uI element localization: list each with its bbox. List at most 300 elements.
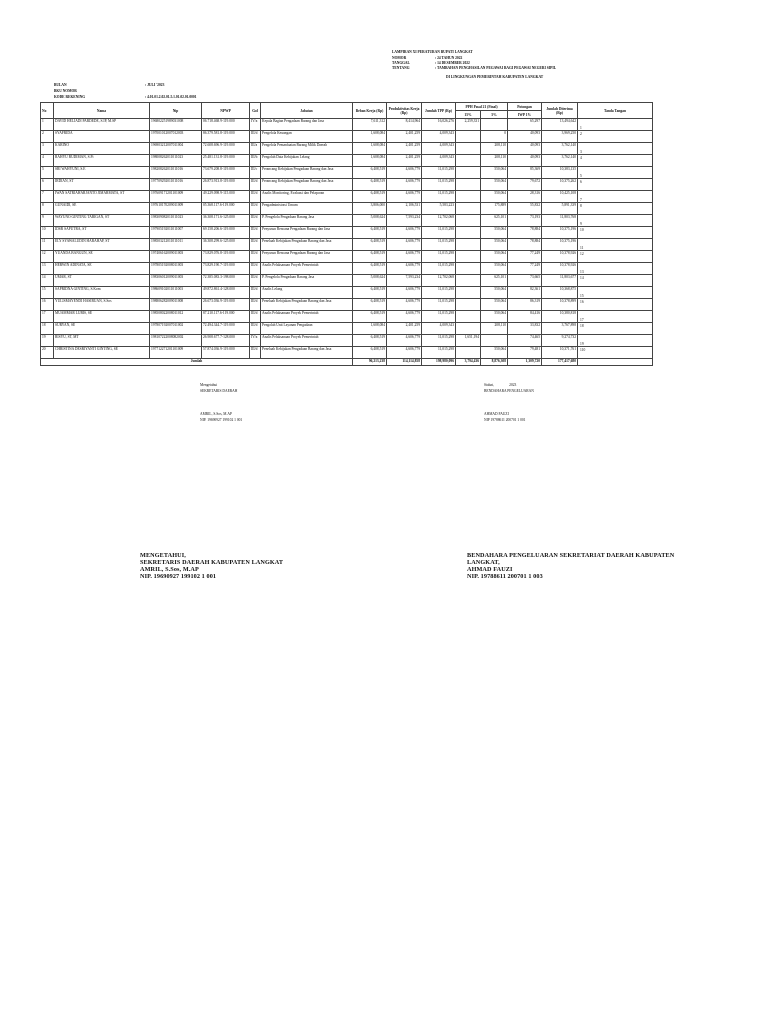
row-jumlah-tpp: 4,009,343 [422, 155, 456, 167]
table-row [41, 191, 653, 203]
row-potongan: 40,093 [508, 131, 542, 143]
signature-number: 3 [580, 150, 582, 154]
row-tanda-tangan [578, 323, 653, 335]
signature-number: 2 [580, 132, 582, 136]
total-beban: 96,213,238 [353, 359, 387, 366]
row-no: 6 [41, 179, 54, 191]
row-npwp: 69.158.206.6-119.000 [202, 227, 250, 239]
row-jabatan: Analis Monitoring, Evaluasi dan Pelaporan [261, 191, 353, 203]
row-jabatan: Penelaah Kebijakan Pengadaan Barang dan Jasa [261, 347, 353, 359]
row-potongan: 65,297 [508, 119, 542, 131]
row-jumlah-tpp: 11,015,298 [422, 227, 456, 239]
row-beban: 6,408,519 [353, 167, 387, 179]
row-produktivitas: 2,106,531 [387, 203, 422, 215]
row-beban: 1,608,084 [353, 155, 387, 167]
row-nip: 197905192011011007 [150, 227, 202, 239]
row-no: 7 [41, 191, 54, 203]
row-pph-15 [456, 131, 481, 143]
row-gol: III/d [250, 131, 261, 143]
row-jabatan: Kepala Bagian Pengadaan Barang dan Jasa [261, 119, 353, 131]
signature-number: 11 [580, 246, 584, 250]
row-nip: 198806282009011008 [150, 299, 202, 311]
sign-big-left-l2: SEKRETARIS DAERAH KABUPATEN LANGKAT [140, 559, 284, 566]
row-beban: 6,408,519 [353, 335, 387, 347]
row-potongan: 73,193 [508, 215, 542, 227]
sign-right-nip: NIP 19788611 200701 1 001 [484, 418, 526, 422]
row-jabatan: Perancang Kebijakan Pengadaan Barang dan Jasa [261, 179, 353, 191]
row-gol: III/d [250, 275, 261, 287]
col-jabatan: Jabatan [261, 103, 353, 119]
signature-number: 5 [580, 174, 582, 178]
row-potongan: 85,369 [508, 167, 542, 179]
row-pph-15 [456, 215, 481, 227]
row-pph-15 [456, 203, 481, 215]
row-potongan: 74,465 [508, 335, 542, 347]
row-produktivitas: 4,606,779 [387, 263, 422, 275]
row-potongan: 40,093 [508, 155, 542, 167]
row-no: 8 [41, 203, 54, 215]
nomor-value: : 24 TAHUN 2022 [435, 56, 463, 60]
row-npwp: 36.308.171.6-125.000 [202, 215, 250, 227]
col-tanda-tangan: Tanda Tangan [578, 103, 653, 119]
row-npwp: 49.872.861.4-128.000 [202, 287, 250, 299]
row-diterima: 10,380,818 [542, 311, 578, 323]
row-gol: III/d [250, 311, 261, 323]
row-nama: UMAR, ST [54, 275, 150, 287]
signature-number: 14 [580, 276, 584, 280]
row-jabatan: Penelaah Kebijakan Pengadaan Barang dan Jasa [261, 299, 353, 311]
row-potongan: 84,416 [508, 311, 542, 323]
row-gol: IV/a [250, 119, 261, 131]
row-pph-5: 0 [481, 131, 508, 143]
total-produktivitas: 114,114,858 [387, 359, 422, 366]
row-jumlah-tpp: 11,015,298 [422, 299, 456, 311]
row-jabatan: Penyusun Rencana Pengadaan Barang dan Jasa [261, 227, 353, 239]
row-tanda-tangan [578, 263, 653, 275]
table-row [41, 179, 653, 191]
sign-big-right-l2: LANGKAT, [467, 559, 500, 566]
row-produktivitas: 4,606,779 [387, 251, 422, 263]
row-jumlah-tpp: 5,583,223 [422, 203, 456, 215]
row-tanda-tangan [578, 311, 653, 323]
row-beban: 6,408,519 [353, 227, 387, 239]
row-diterima: 3,762,140 [542, 155, 578, 167]
row-jabatan: Pengelola Pemanfaatan Barang Milik Daerah [261, 143, 353, 155]
row-npwp: 87.210.117.6-119.000 [202, 311, 250, 323]
table-row [41, 155, 653, 167]
col-nip: Nip [150, 103, 202, 119]
row-nama: SAPRIDNA GINTING, S.Kom [54, 287, 150, 299]
row-beban: 1,608,084 [353, 131, 387, 143]
row-produktivitas: 4,606,779 [387, 191, 422, 203]
row-no: 17 [41, 311, 54, 323]
table-row [41, 263, 653, 275]
row-nip: 196802251989031008 [150, 119, 202, 131]
col-pph-15: 15% [456, 111, 481, 119]
row-jumlah-tpp: 12,702,068 [422, 215, 456, 227]
table-row [41, 335, 653, 347]
row-tanda-tangan [578, 191, 653, 203]
col-pph: PPH Pasal 21 (Final) [456, 103, 508, 111]
row-no: 10 [41, 227, 54, 239]
total-diterima: 177,417,680 [542, 359, 578, 366]
row-jumlah-tpp: 11,015,298 [422, 191, 456, 203]
row-pph-15 [456, 143, 481, 155]
row-potongan: 78,884 [508, 239, 542, 251]
row-nip: 198609102011011003 [150, 287, 202, 299]
row-npwp: 57.874.036.9-119.000 [202, 347, 250, 359]
table-row [41, 275, 653, 287]
row-pph-15 [456, 155, 481, 167]
row-nip: 197406162009011003 [150, 251, 202, 263]
row-jabatan: P. Pengelola Pengadaan Barang Jasa [261, 275, 353, 287]
row-pph-15 [456, 287, 481, 299]
row-pph-5: 550,064 [481, 251, 508, 263]
row-potongan: 79,672 [508, 179, 542, 191]
row-nama: DAVID HELIADI PARDEDE, S.IP, M.SP [54, 119, 150, 131]
col-no: No [41, 103, 54, 119]
row-produktivitas: 4,606,779 [387, 347, 422, 359]
signature-number: 13 [580, 270, 584, 274]
row-beban: 6,408,519 [353, 299, 387, 311]
row-diterima: 10,378,926 [542, 251, 578, 263]
row-nip: 198503212011011011 [150, 239, 202, 251]
row-diterima: 10,368,875 [542, 287, 578, 299]
row-jabatan: P. Pengelola Pengadaan Barang Jasa [261, 215, 353, 227]
row-jumlah-tpp: 11,015,298 [422, 311, 456, 323]
sign-big-left-l4: NIP. 19690927 199102 1 001 [140, 573, 217, 580]
row-jumlah-tpp: 11,015,298 [422, 263, 456, 275]
total-label: Jumlah [41, 359, 353, 366]
row-pph-5 [481, 335, 508, 347]
row-npwp: 26.673.036.9-119.000 [202, 299, 250, 311]
row-potongan: 55,832 [508, 203, 542, 215]
row-gol: III/d [250, 203, 261, 215]
row-jumlah-tpp: 11,015,298 [422, 179, 456, 191]
row-gol: III/d [250, 191, 261, 203]
col-pph-5: 5% [481, 111, 508, 119]
row-diterima: 10,375,262 [542, 179, 578, 191]
kode-value: : 4.01.01.2.02.01.5.1.01.02.01.0001 [145, 95, 197, 99]
row-npwp: 26.873.913.8-119.000 [202, 179, 250, 191]
row-produktivitas: 2,401,259 [387, 131, 422, 143]
row-beban: 1,608,084 [353, 323, 387, 335]
row-npwp: 73.829.190.7-119.000 [202, 263, 250, 275]
table-row [41, 311, 653, 323]
row-nama: RISYU, ST, MT [54, 335, 150, 347]
sign-left-nip: NIP. 19690927 199102 1 001 [200, 418, 243, 422]
row-nama: IRDIAN, ST [54, 179, 150, 191]
row-pph-15 [456, 251, 481, 263]
row-nip: 198208262011011016 [150, 167, 202, 179]
row-pph-15 [456, 347, 481, 359]
row-jabatan: Pengadministrasi Umum [261, 203, 353, 215]
table-row [41, 167, 653, 179]
row-potongan: 40,093 [508, 143, 542, 155]
row-jabatan: Pengolah Unit Layanan Pengadaan [261, 323, 353, 335]
row-beban: 5,008,624 [353, 275, 387, 287]
row-nama: MUAMMAR LUBIS, SE [54, 311, 150, 323]
row-nama: HERWIN ADINATA, SE [54, 263, 150, 275]
total-row [41, 359, 653, 366]
row-npwp: 25.481.131.8-119.000 [202, 155, 250, 167]
sign-big-left-l1: MENGETAHUI, [140, 552, 186, 559]
row-gol: III/d [250, 347, 261, 359]
row-no: 15 [41, 287, 54, 299]
row-jabatan: Pengelola Keuangan [261, 131, 353, 143]
row-gol: III/a [250, 143, 261, 155]
row-nip: 197712271201101009 [150, 347, 202, 359]
row-gol: III/d [250, 263, 261, 275]
row-nama: GUNAIDI, SE [54, 203, 150, 215]
row-nama: ELY SYAWALUDIN HARAHAP, ST [54, 239, 150, 251]
row-no: 11 [41, 239, 54, 251]
row-gol: III/d [250, 215, 261, 227]
row-pph-5: 550,064 [481, 311, 508, 323]
row-diterima: 10,375,196 [542, 239, 578, 251]
lampiran-title: LAMPIRAN XI PERATURAN BUPATI LANGKAT [392, 50, 473, 54]
signature-number: 110 [580, 348, 586, 352]
signature-number: 17 [580, 318, 584, 322]
row-tanda-tangan [578, 119, 653, 131]
signature-number: 9 [580, 222, 582, 226]
row-jabatan: Analis Pelaksanaan Proyek Pemerintah [261, 263, 353, 275]
row-potongan: 79,481 [508, 347, 542, 359]
col-nama: Nama [54, 103, 150, 119]
row-nama: SRI WAHYUNI, S.E [54, 167, 150, 179]
table-row [41, 119, 653, 131]
total-potongan: 1,309,720 [508, 359, 542, 366]
row-potongan: 77,249 [508, 251, 542, 263]
row-nama: SYAFRIDA [54, 131, 150, 143]
row-potongan: 82,361 [508, 287, 542, 299]
total-empty [578, 359, 653, 366]
row-jumlah-tpp: 12,702,068 [422, 275, 456, 287]
sign-right-small [484, 383, 534, 422]
row-nip: 197610170209011009 [150, 203, 202, 215]
row-no: 1 [41, 119, 54, 131]
table-row [41, 239, 653, 251]
row-jumlah-tpp: 11,015,298 [422, 167, 456, 179]
row-pph-5: 550,064 [481, 239, 508, 251]
row-pph-5: 550,064 [481, 347, 508, 359]
row-nama: IDSR SAPUTRA, ST [54, 227, 150, 239]
row-nip: 197807192007011002 [150, 323, 202, 335]
row-jumlah-tpp: 11,015,298 [422, 239, 456, 251]
sign-big-right-l1: BENDAHARA PENGELUARAN SEKRETARIAT DAERAH KABUPATEN [467, 552, 675, 559]
sign-left-big [140, 552, 283, 580]
row-diterima: 3,969,250 [542, 131, 578, 143]
tanggal-value: : 14 DESEMBER 2022 [435, 61, 470, 65]
row-produktivitas: 8,414,964 [387, 119, 422, 131]
row-tanda-tangan [578, 155, 653, 167]
row-produktivitas: 2,401,259 [387, 155, 422, 167]
row-produktivitas: 7,593,234 [387, 275, 422, 287]
row-pph-5: 208,110 [481, 143, 508, 155]
row-tanda-tangan [578, 227, 653, 239]
row-jumlah-tpp: 11,015,298 [422, 347, 456, 359]
row-produktivitas: 4,606,779 [387, 239, 422, 251]
row-pph-15: 2,259,331 [456, 119, 481, 131]
col-diterima: Jumlah Diterima (Rp) [542, 103, 578, 119]
row-pph-5: 550,064 [481, 227, 508, 239]
row-produktivitas: 7,593,234 [387, 215, 422, 227]
row-jabatan: Analis Pelaksanaan Proyek Pemerintah [261, 311, 353, 323]
row-diterima: 9,274,732 [542, 335, 578, 347]
row-produktivitas: 2,401,259 [387, 143, 422, 155]
row-pph-15 [456, 191, 481, 203]
row-beban: 3,806,000 [353, 203, 387, 215]
row-pph-5: 550,064 [481, 299, 508, 311]
row-nip: 197609171201101009 [150, 191, 202, 203]
row-potongan: 86,319 [508, 299, 542, 311]
signature-number: 19 [580, 342, 584, 346]
row-no: 16 [41, 299, 54, 311]
table-row [41, 251, 653, 263]
row-produktivitas: 4,606,779 [387, 179, 422, 191]
row-beban: 6,408,519 [353, 251, 387, 263]
row-tanda-tangan [578, 239, 653, 251]
table-row [41, 143, 653, 155]
row-no: 12 [41, 251, 54, 263]
row-produktivitas: 4,606,779 [387, 167, 422, 179]
row-npwp: 86.379.581.8-119.000 [202, 131, 250, 143]
table-row [41, 347, 653, 359]
signature-number: 8 [580, 204, 582, 208]
row-gol: III/d [250, 239, 261, 251]
row-diterima: 10,371,761 [542, 347, 578, 359]
row-diterima: 11,803,677 [542, 275, 578, 287]
table-row [41, 131, 653, 143]
row-npwp: 26.908.677.7-128.000 [202, 335, 250, 347]
row-jumlah-tpp: 4,009,343 [422, 131, 456, 143]
row-nama: YULISMAYENDI HASIBUAN, S.Sos [54, 299, 150, 311]
row-diterima: 10,383,135 [542, 167, 578, 179]
row-gol: III/d [250, 251, 261, 263]
row-tanda-tangan [578, 251, 653, 263]
row-beban: 6,408,519 [353, 347, 387, 359]
row-pph-15: 1,651,194 [456, 335, 481, 347]
row-pph-15 [456, 263, 481, 275]
row-produktivitas: 4,606,779 [387, 299, 422, 311]
row-pph-5: 175,889 [481, 203, 508, 215]
row-npwp: 72.385.083.3-198.000 [202, 275, 250, 287]
row-potongan: 77,249 [508, 263, 542, 275]
row-no: 4 [41, 155, 54, 167]
row-pph-15 [456, 167, 481, 179]
col-potongan: Potongan [508, 103, 542, 111]
row-produktivitas: 2,401,259 [387, 323, 422, 335]
row-tanda-tangan [578, 179, 653, 191]
tpp-table [40, 102, 653, 366]
row-npwp: 72.608.696.9-119.000 [202, 143, 250, 155]
row-gol: III/d [250, 299, 261, 311]
table-row [41, 215, 653, 227]
row-no: 2 [41, 131, 54, 143]
table-row [41, 287, 653, 299]
row-diterima: 10,375,196 [542, 227, 578, 239]
row-pph-15 [456, 311, 481, 323]
row-jumlah-tpp: 11,015,298 [422, 251, 456, 263]
row-pph-5: 550,064 [481, 287, 508, 299]
row-nip: 198508022008011012 [150, 311, 202, 323]
row-nama: WAYUNO GINTING TARIGAN, ST [54, 215, 150, 227]
row-tanda-tangan [578, 335, 653, 347]
row-diterima: 5,891,339 [542, 203, 578, 215]
tentang-continuation: DI LINGKUNGAN PEMERINTAH KABUPATEN LANGKAT [446, 75, 544, 79]
row-nip: 198306012009011003 [150, 275, 202, 287]
row-diterima: 10,378,926 [542, 263, 578, 275]
row-potongan: 73,665 [508, 275, 542, 287]
row-tanda-tangan [578, 287, 653, 299]
row-nama: RAHYU BUDIMAN, S.Pi [54, 155, 150, 167]
row-gol: IV/a [250, 335, 261, 347]
bulan-label: BULAN [54, 83, 67, 87]
row-pph-5: 625,101 [481, 215, 508, 227]
row-diterima: 11,803,768 [542, 215, 578, 227]
row-produktivitas: 4,606,779 [387, 335, 422, 347]
row-beban: 6,408,519 [353, 287, 387, 299]
row-no: 5 [41, 167, 54, 179]
row-diterima: 10,425,108 [542, 191, 578, 203]
total-jumlah-tpp: 198,980,096 [422, 359, 456, 366]
row-nip: 198107222008082002 [150, 335, 202, 347]
row-no: 14 [41, 275, 54, 287]
row-produktivitas: 4,606,779 [387, 227, 422, 239]
row-pph-5: 550,064 [481, 191, 508, 203]
col-npwp: NPWP [202, 103, 250, 119]
row-npwp: 72.494.344.7-119.000 [202, 323, 250, 335]
col-jumlah-tpp: Jumlah TPP (Rp) [422, 103, 456, 119]
signature-number: 7 [580, 198, 582, 202]
row-potongan: 78,884 [508, 227, 542, 239]
row-pph-15 [456, 239, 481, 251]
row-npwp: 49.229.098.9-115.000 [202, 191, 250, 203]
row-pph-5: 550,064 [481, 263, 508, 275]
sign-big-right-l3: AHMAD FAUZI [467, 566, 513, 573]
row-potongan: 33,832 [508, 323, 542, 335]
sign-left-jabatan: SEKRETARIS DAERAH [200, 389, 238, 393]
col-gol: Gol [250, 103, 261, 119]
row-nama: CHRISTINA DESRIYANTI GINTING, SE [54, 347, 150, 359]
sign-right-name: AHMAD FAUZI [484, 412, 509, 416]
col-iwp: IWP 1% [508, 111, 542, 119]
row-nama: IWAN SATRIAHARJANTO JIMARMATA, ST [54, 191, 150, 203]
sign-right-jabatan: BENDAHARA PENGELUARAN [484, 389, 534, 393]
row-jumlah-tpp: 16,026,276 [422, 119, 456, 131]
row-gol: III/b [250, 155, 261, 167]
signature-number: 15 [580, 294, 584, 298]
row-jumlah-tpp: 4,009,343 [422, 323, 456, 335]
row-pph-5: 208,110 [481, 323, 508, 335]
row-jabatan: Penelaah Kebijakan Pengadaan Barang dan Jasa [261, 239, 353, 251]
row-produktivitas: 4,606,779 [387, 287, 422, 299]
sign-right-big [467, 552, 674, 580]
row-no: 9 [41, 215, 54, 227]
kode-label: KODE REKENING [54, 95, 86, 99]
row-pph-15 [456, 323, 481, 335]
row-nip: 197001012007012003 [150, 131, 202, 143]
tentang-label: TENTANG [392, 66, 410, 70]
tanggal-label: TANGGAL [392, 61, 410, 65]
signature-number: 10 [580, 228, 584, 232]
row-pph-15 [456, 299, 481, 311]
row-jabatan: Analis Lelang [261, 287, 353, 299]
row-pph-15 [456, 275, 481, 287]
row-nama: YUANDA BANGUN, SE [54, 251, 150, 263]
row-beban: 6,408,519 [353, 239, 387, 251]
row-gol: III/d [250, 227, 261, 239]
